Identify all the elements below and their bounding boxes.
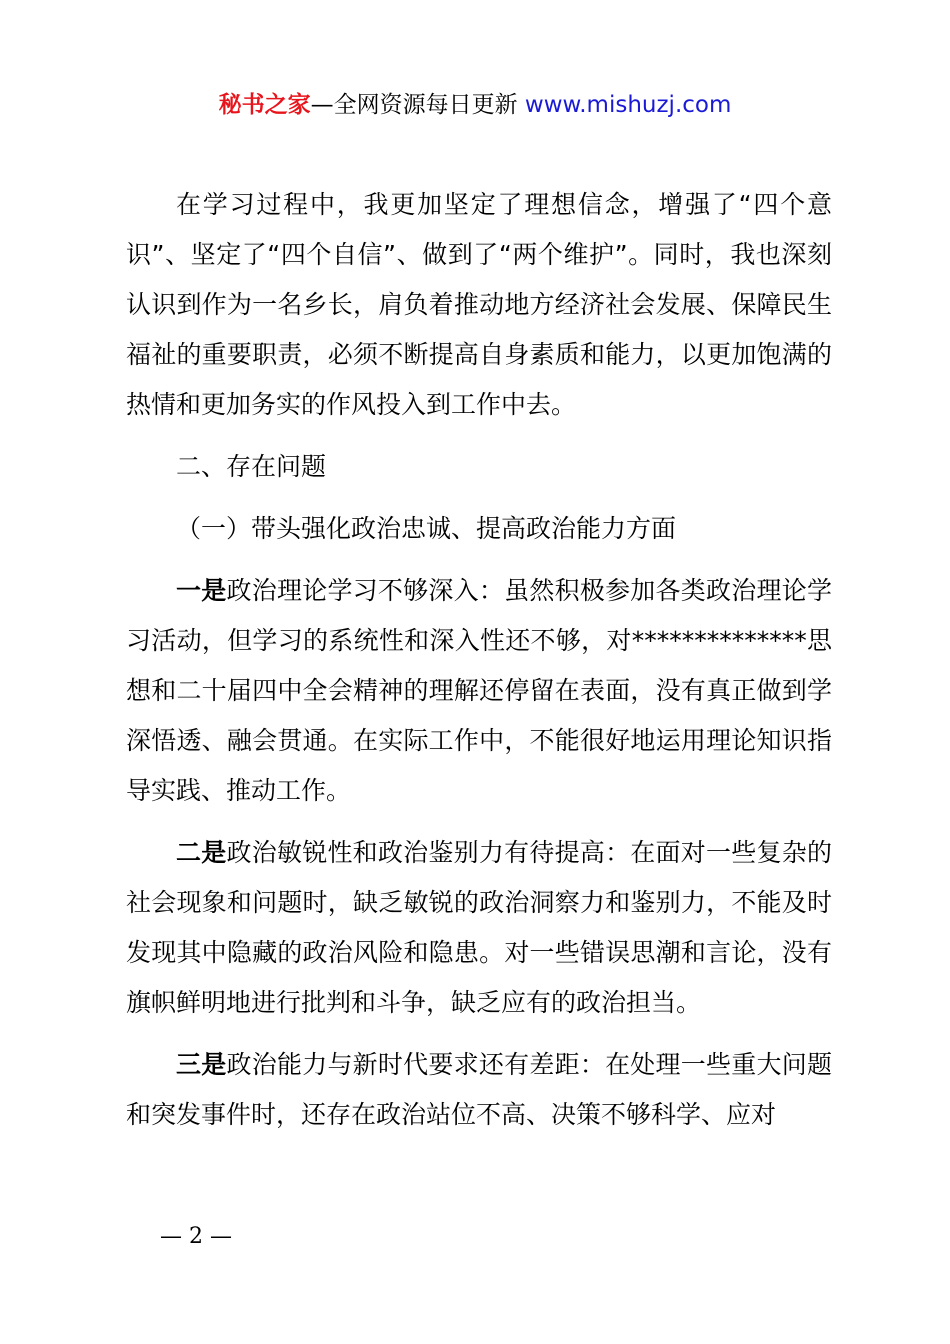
subsection-heading: （一）带头强化政治忠诚、提高政治能力方面	[176, 514, 677, 543]
banner-tagline: —全网资源每日更新	[310, 92, 525, 118]
brand-name: 秘书之家	[218, 92, 311, 118]
document-body	[126, 180, 832, 1152]
paragraph-study-reflection: 在学习过程中，我更加坚定了理想信念，增强了“四个意识”、坚定了“四个自信”、做到了“两个维护”。同时，我也深刻认识到作为一名乡长，肩负着推动地方经济社会发展、保障民生福祉的重要职责，必须不断提高自身素质和能力，以更加饱满的热情和更加务实的作风投入到工作中去。	[126, 190, 832, 419]
problem-item-3-text: 政治能力与新时代要求还有差距：在处理一些重大问题和突发事件时，还存在政治站位不高、决策不够科学、应对	[126, 1050, 832, 1129]
problem-item-1-text: 政治理论学习不够深入：虽然积极参加各类政治理论学习活动，但学习的系统性和深入性还不够，对**************思想和二十届四中全会精神的理解还停留在表面，没有真正做到学深悟透、融会贯通。在实际工作中，不能很好地运用理论知识指导实践、推动工作。	[126, 576, 832, 805]
problem-item-1	[126, 566, 832, 816]
problem-item-3	[126, 1040, 832, 1140]
page-number: — 2 —	[160, 1224, 232, 1249]
problem-item-1-lead: 一是	[176, 576, 227, 605]
problem-item-2	[126, 828, 832, 1028]
problem-item-3-lead: 三是	[176, 1050, 227, 1079]
problem-item-2-text: 政治敏锐性和政治鉴别力有待提高：在面对一些复杂的社会现象和问题时，缺乏敏锐的政治洞察力和鉴别力，不能及时发现其中隐藏的政治风险和隐患。对一些错误思潮和言论，没有旗帜鲜明地进行批判和斗争，缺乏应有的政治担当。	[126, 838, 832, 1017]
site-banner	[0, 88, 950, 122]
site-url-link[interactable]: www.mishuzj.com	[524, 92, 732, 118]
section-heading: 二、存在问题	[176, 452, 327, 481]
problem-item-2-lead: 二是	[176, 838, 227, 867]
